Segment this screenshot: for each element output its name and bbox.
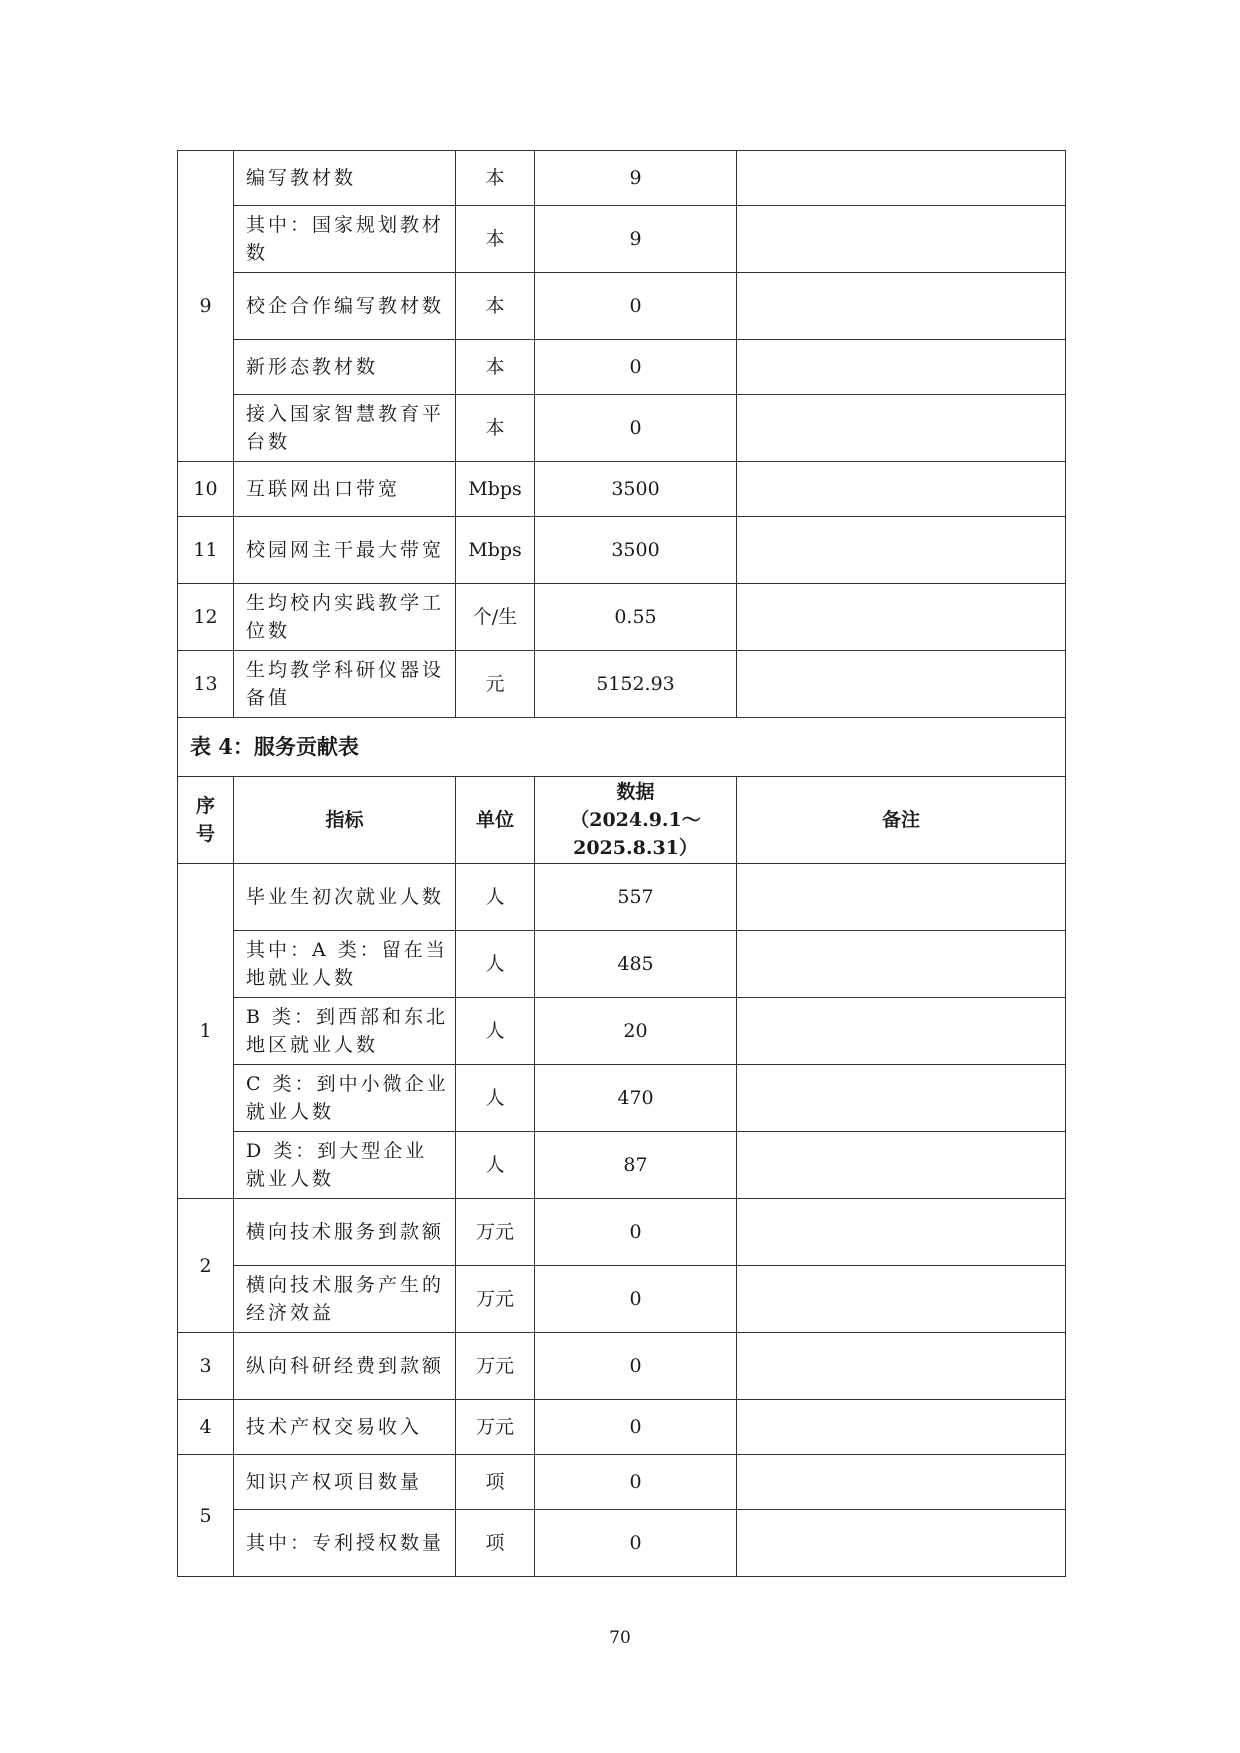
table-row: [178, 462, 1066, 517]
table-row: [178, 395, 1066, 462]
row-indicator: 接入国家智慧教育平台数: [234, 395, 456, 462]
row-value: 0: [535, 1455, 737, 1510]
row-value: 485: [535, 931, 737, 998]
row-indicator: 互联网出口带宽: [234, 462, 456, 517]
row-note: [737, 151, 1066, 206]
row-unit: 元: [456, 651, 535, 718]
table-row: [178, 651, 1066, 718]
table-row: [178, 1400, 1066, 1455]
row-index: 2: [178, 1199, 234, 1333]
row-note: [737, 273, 1066, 340]
row-unit: 万元: [456, 1333, 535, 1400]
row-indicator: 编写教材数: [234, 151, 456, 206]
row-note: [737, 864, 1066, 931]
row-unit: 万元: [456, 1400, 535, 1455]
row-value: 0: [535, 273, 737, 340]
row-unit: Mbps: [456, 517, 535, 584]
row-note: [737, 931, 1066, 998]
row-index: 13: [178, 651, 234, 718]
row-note: [737, 517, 1066, 584]
row-indicator: C 类：到中小微企业就业人数: [234, 1065, 456, 1132]
row-indicator: 其中：国家规划教材数: [234, 206, 456, 273]
row-note: [737, 1065, 1066, 1132]
row-unit: 万元: [456, 1199, 535, 1266]
table-row: [178, 151, 1066, 206]
row-index: 11: [178, 517, 234, 584]
indicator-table: [177, 150, 1066, 1577]
table-row: [178, 1455, 1066, 1510]
row-note: [737, 1266, 1066, 1333]
header-note: 备注: [737, 777, 1066, 864]
table-row: [178, 1333, 1066, 1400]
row-value: 9: [535, 151, 737, 206]
row-indicator: 其中：专利授权数量: [234, 1510, 456, 1577]
row-index: 9: [178, 151, 234, 462]
row-note: [737, 998, 1066, 1065]
row-value: 3500: [535, 462, 737, 517]
table-row: [178, 273, 1066, 340]
row-unit: 人: [456, 1132, 535, 1199]
row-unit: 本: [456, 206, 535, 273]
row-indicator: 校园网主干最大带宽: [234, 517, 456, 584]
row-note: [737, 1455, 1066, 1510]
row-note: [737, 462, 1066, 517]
row-unit: 本: [456, 340, 535, 395]
row-indicator: 技术产权交易收入: [234, 1400, 456, 1455]
row-indicator: 校企合作编写教材数: [234, 273, 456, 340]
row-indicator: 生均教学科研仪器设备值: [234, 651, 456, 718]
table-row: [178, 206, 1066, 273]
row-index: 5: [178, 1455, 234, 1577]
row-indicator: 新形态教材数: [234, 340, 456, 395]
row-index: 4: [178, 1400, 234, 1455]
row-note: [737, 1132, 1066, 1199]
row-unit: 万元: [456, 1266, 535, 1333]
table-row: [178, 1199, 1066, 1266]
table-row: [178, 998, 1066, 1065]
row-value: 0: [535, 1400, 737, 1455]
row-unit: 人: [456, 998, 535, 1065]
header-unit: 单位: [456, 777, 535, 864]
table-row: [178, 931, 1066, 998]
row-index: 1: [178, 864, 234, 1199]
table-row: [178, 340, 1066, 395]
row-indicator: 横向技术服务产生的经济效益: [234, 1266, 456, 1333]
row-index: 3: [178, 1333, 234, 1400]
row-unit: 项: [456, 1510, 535, 1577]
row-value: 0: [535, 395, 737, 462]
table-row: [178, 864, 1066, 931]
row-index: 12: [178, 584, 234, 651]
row-unit: 个/生: [456, 584, 535, 651]
row-unit: 本: [456, 395, 535, 462]
table4-title: 表 4：服务贡献表: [178, 718, 1066, 777]
table-row: [178, 1065, 1066, 1132]
table-row: [178, 517, 1066, 584]
row-unit: Mbps: [456, 462, 535, 517]
row-value: 3500: [535, 517, 737, 584]
row-value: 0: [535, 1510, 737, 1577]
row-note: [737, 584, 1066, 651]
row-indicator: 毕业生初次就业人数: [234, 864, 456, 931]
row-unit: 人: [456, 864, 535, 931]
row-note: [737, 206, 1066, 273]
row-note: [737, 395, 1066, 462]
row-value: 5152.93: [535, 651, 737, 718]
row-indicator: 其中：A 类：留在当地就业人数: [234, 931, 456, 998]
header-value: 数据 （2024.9.1～ 2025.8.31）: [535, 777, 737, 864]
table-row: [178, 1132, 1066, 1199]
row-indicator: 生均校内实践教学工位数: [234, 584, 456, 651]
row-value: 0: [535, 1333, 737, 1400]
row-indicator: 纵向科研经费到款额: [234, 1333, 456, 1400]
row-value: 20: [535, 998, 737, 1065]
row-value: 0: [535, 340, 737, 395]
row-note: [737, 651, 1066, 718]
table-row: [178, 584, 1066, 651]
row-note: [737, 340, 1066, 395]
row-value: 470: [535, 1065, 737, 1132]
header-indicator: 指标: [234, 777, 456, 864]
row-note: [737, 1510, 1066, 1577]
row-value: 0: [535, 1266, 737, 1333]
table-row: [178, 1266, 1066, 1333]
row-note: [737, 1199, 1066, 1266]
row-value: 0: [535, 1199, 737, 1266]
table4-header-row: [178, 777, 1066, 864]
row-unit: 人: [456, 1065, 535, 1132]
row-unit: 项: [456, 1455, 535, 1510]
row-value: 9: [535, 206, 737, 273]
row-note: [737, 1400, 1066, 1455]
row-value: 87: [535, 1132, 737, 1199]
page-number: 70: [609, 1628, 631, 1648]
row-value: 0.55: [535, 584, 737, 651]
row-indicator: 横向技术服务到款额: [234, 1199, 456, 1266]
row-note: [737, 1333, 1066, 1400]
row-unit: 本: [456, 273, 535, 340]
row-indicator: B 类：到西部和东北地区就业人数: [234, 998, 456, 1065]
header-index: 序号: [178, 777, 234, 864]
table-row: [178, 1510, 1066, 1577]
row-index: 10: [178, 462, 234, 517]
row-unit: 人: [456, 931, 535, 998]
row-value: 557: [535, 864, 737, 931]
row-indicator: D 类：到大型企业就业人数: [234, 1132, 456, 1199]
row-indicator: 知识产权项目数量: [234, 1455, 456, 1510]
row-unit: 本: [456, 151, 535, 206]
